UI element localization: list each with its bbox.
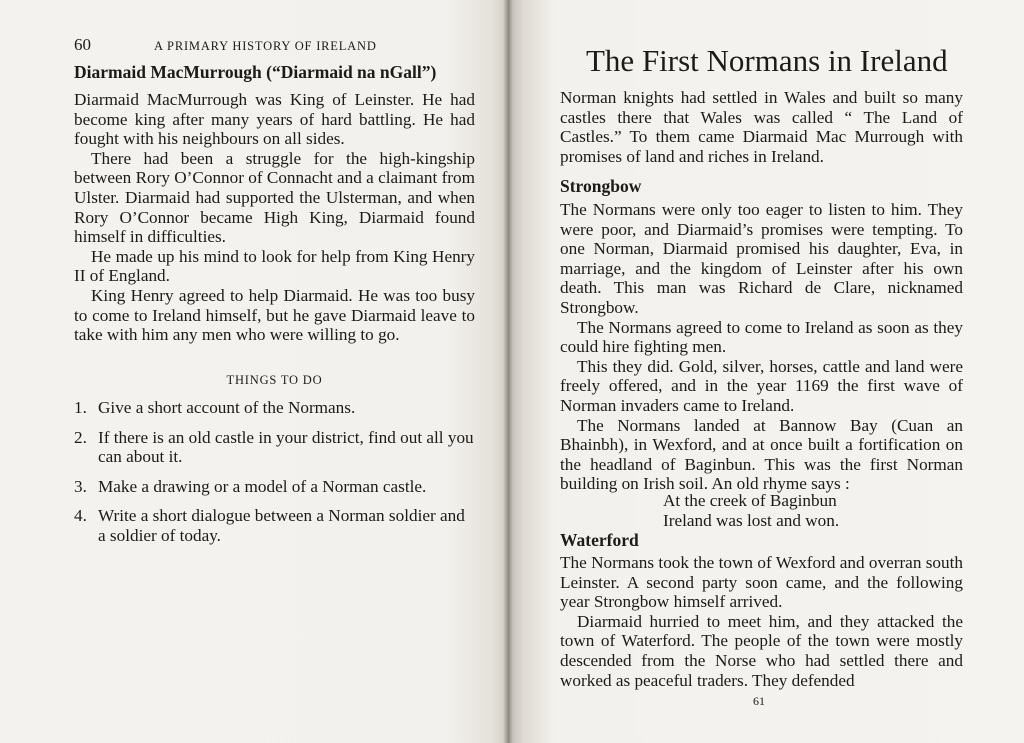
right-paragraph: The Normans agreed to come to Ireland as soon as they could hire fighting men. — [560, 317, 963, 357]
list-text: Write a short dialogue between a Norman soldier and a soldier of today. — [98, 506, 465, 545]
right-paragraph: Diarmaid hurried to meet him, and they attacked the town of Waterford. The people of the town were mostly descended from the Norse who had settled there and worked as peaceful traders. They defended — [560, 611, 963, 690]
right-body-waterford — [560, 553, 963, 690]
rhyme-line: At the creek of Baginbun — [663, 491, 837, 510]
left-paragraph: Diarmaid MacMurrough was King of Leinster. He had become king after many years of hard battling. He had fought with his neighbours on all sides. — [74, 90, 475, 149]
right-intro — [560, 88, 963, 166]
page-number-right: 61 — [753, 694, 765, 708]
right-body-strongbow — [560, 200, 963, 494]
right-paragraph: The Normans took the town of Wexford and overran south Leinster. A second party soon came, and the following year Strongbow himself arrived. — [560, 553, 963, 612]
section-heading-strongbow: Strongbow — [560, 176, 642, 196]
right-paragraph: This they did. Gold, silver, horses, cattle and land were freely offered, and in the year 1169 the first wave of Norman invaders came to Ireland. — [560, 356, 963, 415]
page-number-left: 60 — [74, 35, 91, 54]
list-item — [74, 506, 475, 545]
list-item — [74, 398, 475, 418]
left-paragraph: There had been a struggle for the high-kingship between Rory O’Connor of Connacht and a claimant from Ulster. Diarmaid had supported the Ulsterman, and when Rory O’Connor became High King, Diarmaid found himself in difficulties. — [74, 148, 475, 247]
list-number: 2. — [74, 427, 87, 447]
list-text: Give a short account of the Normans. — [98, 398, 356, 417]
right-paragraph: The Normans landed at Bannow Bay (Cuan an Bhainbh), in Wexford, and at once built a fortification on the headland of Baginbun. This was the first Norman building on Irish soil. An old rhyme says : — [560, 415, 963, 494]
left-body — [74, 90, 475, 345]
things-to-do-heading: THINGS TO DO — [226, 373, 323, 387]
page-title: The First Normans in Ireland — [586, 43, 948, 78]
rhyme-line: Ireland was lost and won. — [663, 510, 840, 530]
left-heading: Diarmaid MacMurrough (“Diarmaid na nGall”) — [74, 62, 437, 82]
list-text: If there is an old castle in your district, find out all you can about it. — [98, 427, 474, 467]
list-number: 4. — [74, 506, 87, 526]
rhyme — [663, 491, 839, 530]
things-to-do-list — [74, 398, 475, 556]
list-number: 3. — [74, 476, 87, 496]
list-number: 1. — [74, 398, 87, 417]
list-text: Make a drawing or a model of a Norman castle. — [98, 476, 427, 496]
left-paragraph: He made up his mind to look for help from King Henry II of England. — [74, 246, 475, 286]
section-heading-waterford: Waterford — [560, 530, 639, 550]
book-gutter — [503, 0, 513, 743]
right-paragraph: The Normans were only too eager to listen to him. They were poor, and Diarmaid’s promises were tempting. To one Norman, Diarmaid promised his daughter, Eva, in marriage, and the kingdom of Leinster after his own death. This man was Richard de Clare, nicknamed Strongbow. — [560, 200, 963, 317]
list-item — [74, 428, 475, 467]
running-head: A PRIMARY HISTORY OF IRELAND — [154, 39, 377, 53]
list-item — [74, 477, 475, 497]
right-paragraph: Norman knights had settled in Wales and built so many castles there that Wales was called “ The Land of Castles.” To them came Diarmaid Mac Murrough with promises of land and riches in Ireland. — [560, 88, 963, 166]
left-paragraph: King Henry agreed to help Diarmaid. He was too busy to come to Ireland himself, but he gave Diarmaid leave to take with him any men who were willing to go. — [74, 285, 475, 345]
